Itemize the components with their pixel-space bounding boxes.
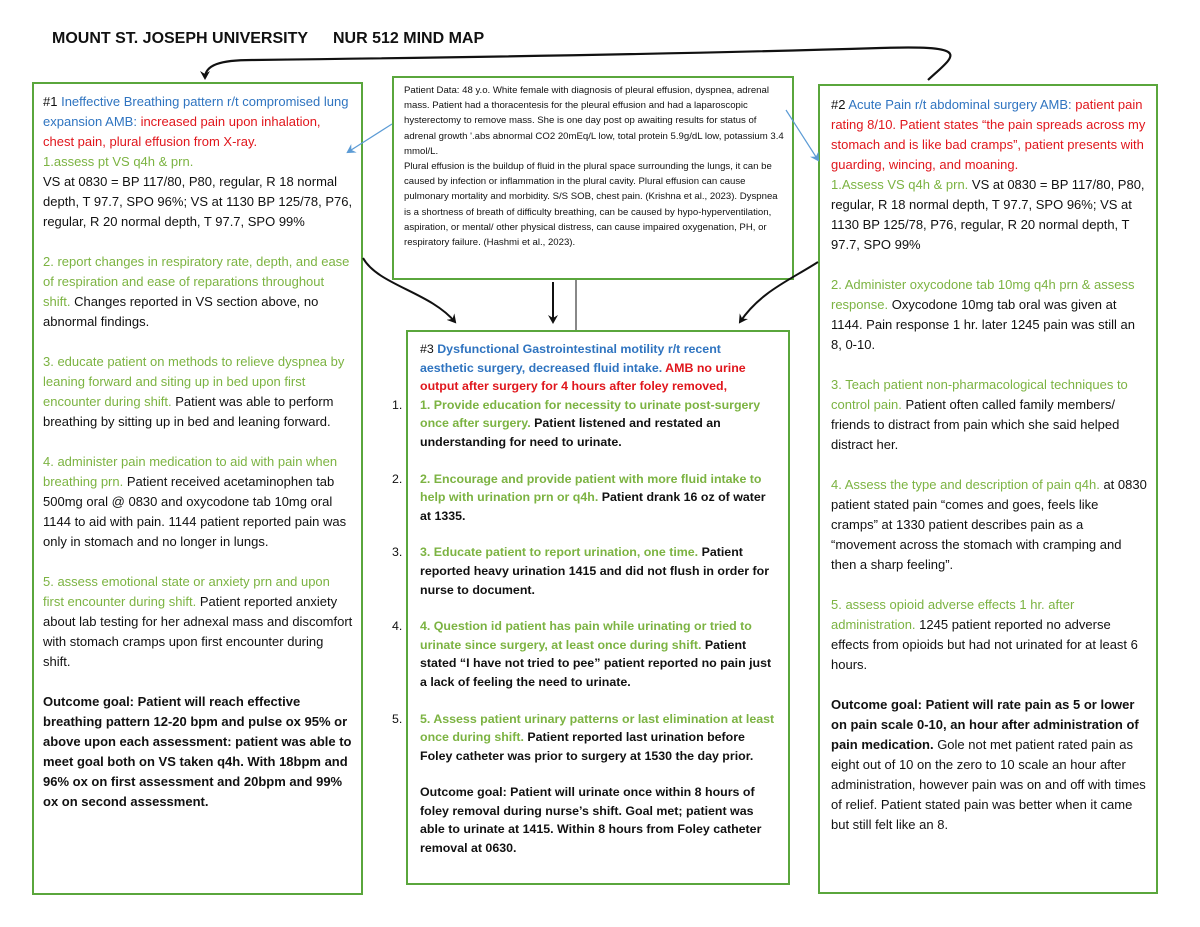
diagnosis-3-heading: #3 Dysfunctional Gastrointestinal motility r/t recent aesthetic surgery, decreased fluid intake. AMB no urine output after surgery for 4 hours after foley removed, <box>420 342 746 394</box>
patient-data-box <box>392 76 794 280</box>
diagnosis-2-box <box>818 84 1158 894</box>
outcome-goal: Outcome goal: Patient will reach effective breathing pattern 12-20 bpm and pulse ox 95% or above upon each assessment: patient was able to meet goal both on VS taken q4h. With 18bpm and 96% ox on first assessment and 20bpm and 99% ox on second assessment. <box>43 694 352 809</box>
diagnosis-3-box <box>392 330 790 885</box>
intervention-5: 5. assess opioid adverse effects 1 hr. after administration. 1245 patient reported no adverse effects from opioids but had not urinated for at least 6 hours. <box>831 597 1138 672</box>
intervention-5: 5. 5. Assess patient urinary patterns or last elimination at least once during shift. Patient reported last urination before Foley catheter was prior to surgery at 1530 the day prior. <box>392 711 775 763</box>
list-number: 5. <box>392 711 403 726</box>
intervention-1: 1.Assess VS q4h & prn. VS at 0830 = BP 117/80, P80, regular, R 18 normal depth, T 97.7, SPO 96%; VS at 1130 BP 125/78, P76, regular, R 20 normal depth, T 97.7, SPO 99% <box>831 177 1145 252</box>
intervention-2: 2. Administer oxycodone tab 10mg q4h prn & assess response. Oxycodone 10mg tab oral was given at 1144. Pain response 1 hr. later 1245 pain was still an 8, 0-10. <box>831 277 1136 352</box>
intervention-1: 1.assess pt VS q4h & prn. VS at 0830 = BP 117/80, P80, regular, R 18 normal depth, T 97.7, SPO 96%; VS at 1130 BP 125/78, P76, regular, R 20 normal depth, T 97.7, SPO 99% <box>43 154 353 229</box>
intervention-3: 3. 3. Educate patient to report urination, one time. Patient reported heavy urination 1415 and did not flush in order for nurse to document. <box>392 545 770 597</box>
diagnosis-1-heading: #1 Ineffective Breathing pattern r/t compromised lung expansion AMB: increased pain upon inhalation, chest pain, plural effusion from X-ray. <box>43 94 349 149</box>
outcome-goal: Outcome goal: Patient will urinate once within 8 hours of foley removal during nurse’s shift. Goal met; patient was able to urinate at 1415. Within 8 hours from Foley catheter removal at 0630. <box>420 785 762 856</box>
intervention-5: 5. assess emotional state or anxiety prn and upon first encounter during shift. Patient reported anxiety about lab testing for her adnexal mass and discomfort with stomach cramps upon first encounter during shift. <box>43 574 353 669</box>
university-name: MOUNT ST. JOSEPH UNIVERSITY <box>52 30 309 47</box>
pathophysiology-text: Plural effusion is the buildup of fluid in the plural space surrounding the lungs, it can be caused by infection or inflammation in the plural cavity. Plural effusion can cause pulmonary mortality and morbidity. S/S SOB, chest pain. (Krishna et al., 2023). Dyspnea is a shortness of breath of difficulty breathing, can be caused by hypo-hyperventilation, aspiration, or mental/ other physical distress, can cause impaired oxygenation, PH, or respiratory failure. (Hashmi et al., 2023). <box>404 161 778 249</box>
intervention-3: 3. educate patient on methods to relieve dyspnea by leaning forward and siting up in bed upon first encounter during shift. Patient was able to perform breathing by sitting up in bed and leaning forward. <box>43 354 345 429</box>
diagnosis-1-box <box>32 82 363 895</box>
intervention-2: 2. report changes in respiratory rate, depth, and ease of respiration and ease of reparations throughout shift. Changes reported in VS section above, no abnormal findings. <box>43 254 350 329</box>
intervention-1: 1. 1. Provide education for necessity to urinate post-surgery once after surgery. Patient listened and restated an understanding for need to urinate. <box>392 397 761 449</box>
intervention-2: 2. 2. Encourage and provide patient with more fluid intake to help with urination prn or q4h. Patient drank 16 oz of water at 1335. <box>392 471 766 523</box>
list-number: 4. <box>392 619 403 634</box>
intervention-3: 3. Teach patient non-pharmacological techniques to control pain. Patient often called family members/ friends to distract from pain which she said helped distract her. <box>831 377 1128 452</box>
intervention-4: 4. administer pain medication to aid with pain when breathing prn. Patient received acetaminophen tab 500mg oral @ 0830 and oxycodone tab 10mg oral 1144 to aid with pain. 1144 patient reported pain was only in stomach and no longer in lungs. <box>43 454 347 549</box>
patient-data-text: Patient Data: 48 y.o. White female with diagnosis of pleural effusion, dyspnea, adrenal mass. Patient had a thoracentesis for the pleural effusion and had a laparoscopic hysterectomy to remove mass. She is one day post op awaiting results for status of adrenal growth '.abs abnormal CO2 20mEq/L low, total protein 5.9g/dL low, potassium 3.4 mmol/L. <box>404 85 784 157</box>
list-number: 3. <box>392 545 403 560</box>
outcome-goal: Outcome goal: Patient will rate pain as 5 or lower on pain scale 0-10, an hour after administration of pain medication. Gole not met patient rated pain as eight out of 10 on the zero to 10 scale an hour after administration, however pain was on and off with times of relief. Patient stated pain was better when it came but still felt like an 8. <box>831 697 1146 832</box>
list-number: 1. <box>392 397 403 412</box>
list-number: 2. <box>392 471 403 486</box>
diagnosis-2-heading: #2 Acute Pain r/t abdominal surgery AMB: patient pain rating 8/10. Patient states “the pain spreads across my stomach and is like bad cramps”, patient presents with guarding, wincing, and moaning. <box>831 97 1146 172</box>
intervention-4: 4. Assess the type and description of pain q4h. at 0830 patient stated pain “comes and goes, feels like cramps” at 1330 patient describes pain as a “movement across the stomach with cramping and then a sharp feeling”. <box>831 477 1147 572</box>
intervention-4: 4. 4. Question id patient has pain while urinating or tried to urinate since surgery, at least once during shift. Patient stated “I have not tried to pee” patient reported no pain just a lack of feeling the need to urinate. <box>392 619 772 689</box>
page-title: NUR 512 MIND MAP <box>333 30 485 47</box>
